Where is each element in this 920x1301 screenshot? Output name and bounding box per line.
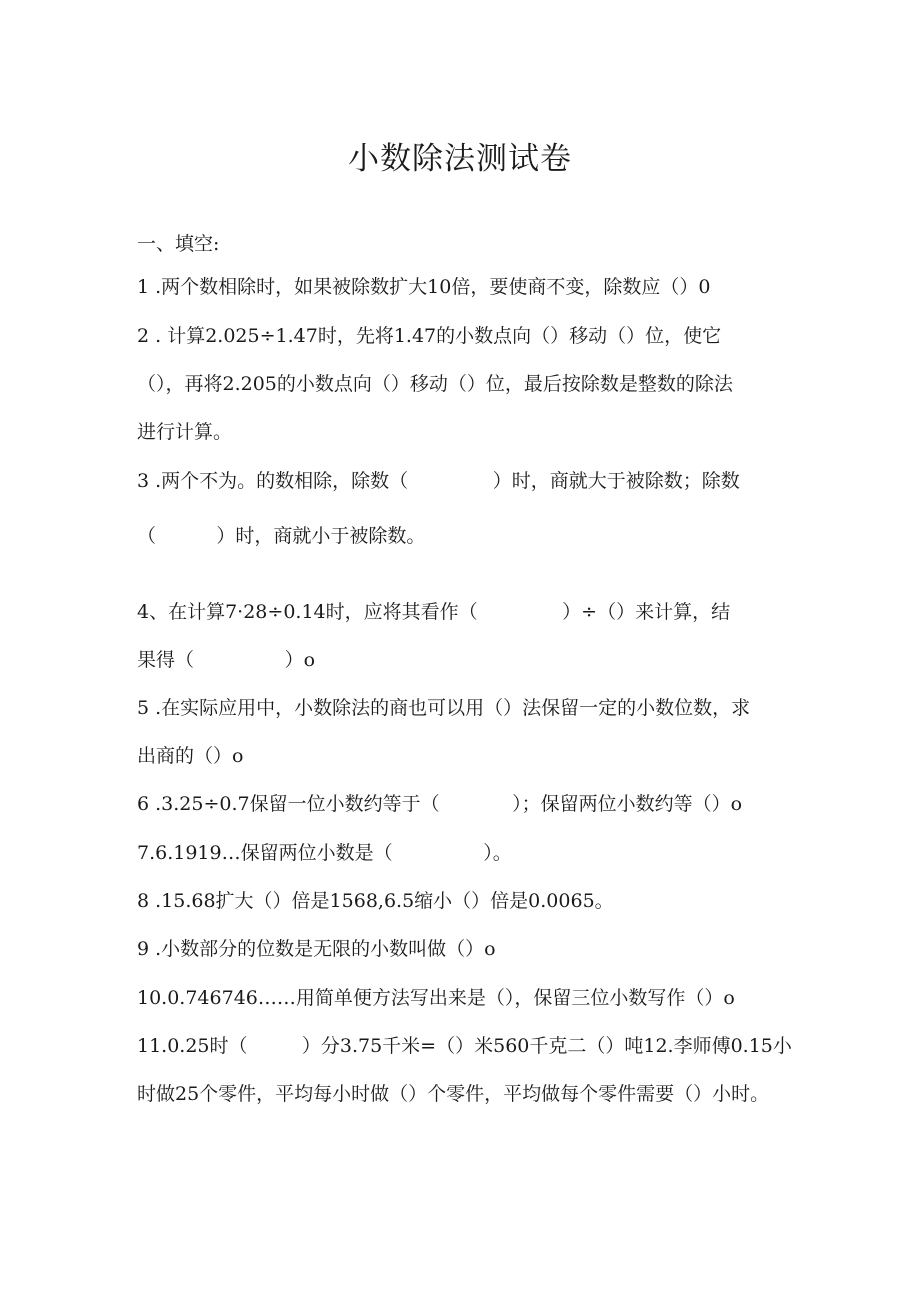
question-11-line-2: 时做25个零件，平均每小时做（）个零件，平均做每个零件需要（）小时。 <box>137 1083 770 1105</box>
question-4-line-1: 4、在计算7·28÷0.14时，应将其看作（ ）÷（）来计算，结 <box>137 601 731 623</box>
section-heading: 一、填空: <box>137 233 220 255</box>
question-2-line-2: （），再将2.205的小数点向（）移动（）位，最后按除数是整数的除法 <box>137 373 733 395</box>
page-title: 小数除法测试卷 <box>348 141 572 177</box>
question-9: 9 .小数部分的位数是无限的小数叫做（）o <box>137 938 496 960</box>
question-3-line-2: （ ）时，商就小于被除数。 <box>137 525 426 547</box>
question-11-line-1: 11.0.25时（ ）分3.75千米=（）米560千克二（）吨12.李师傅0.15小 <box>137 1035 792 1057</box>
question-7: 7.6.1919…保留两位小数是（ ）。 <box>137 842 512 864</box>
question-6: 6 .3.25÷0.7保留一位小数约等于（ ）；保留两位小数约等（）o <box>137 793 743 815</box>
question-3-line-1: 3 .两个不为。的数相除，除数（ ）时，商就大于被除数；除数 <box>137 470 740 492</box>
question-2-line-3: 进行计算。 <box>137 421 233 443</box>
question-5-line-2: 出商的（）o <box>137 745 244 767</box>
question-4-line-2: 果得（ ）o <box>137 649 316 671</box>
question-2-line-1: 2 . 计算2.025÷1.47时，先将1.47的小数点向（）移动（）位，使它 <box>137 325 722 347</box>
question-5-line-1: 5 .在实际应用中，小数除法的商也可以用（）法保留一定的小数位数，求 <box>137 697 751 719</box>
question-1: 1 .两个数相除时，如果被除数扩大10倍，要使商不变，除数应（）0 <box>137 276 711 298</box>
question-10: 10.0.746746……用简单便方法写出来是（），保留三位小数写作（）o <box>137 987 735 1009</box>
question-8: 8 .15.68扩大（）倍是1568,6.5缩小（）倍是0.0065。 <box>137 890 614 912</box>
